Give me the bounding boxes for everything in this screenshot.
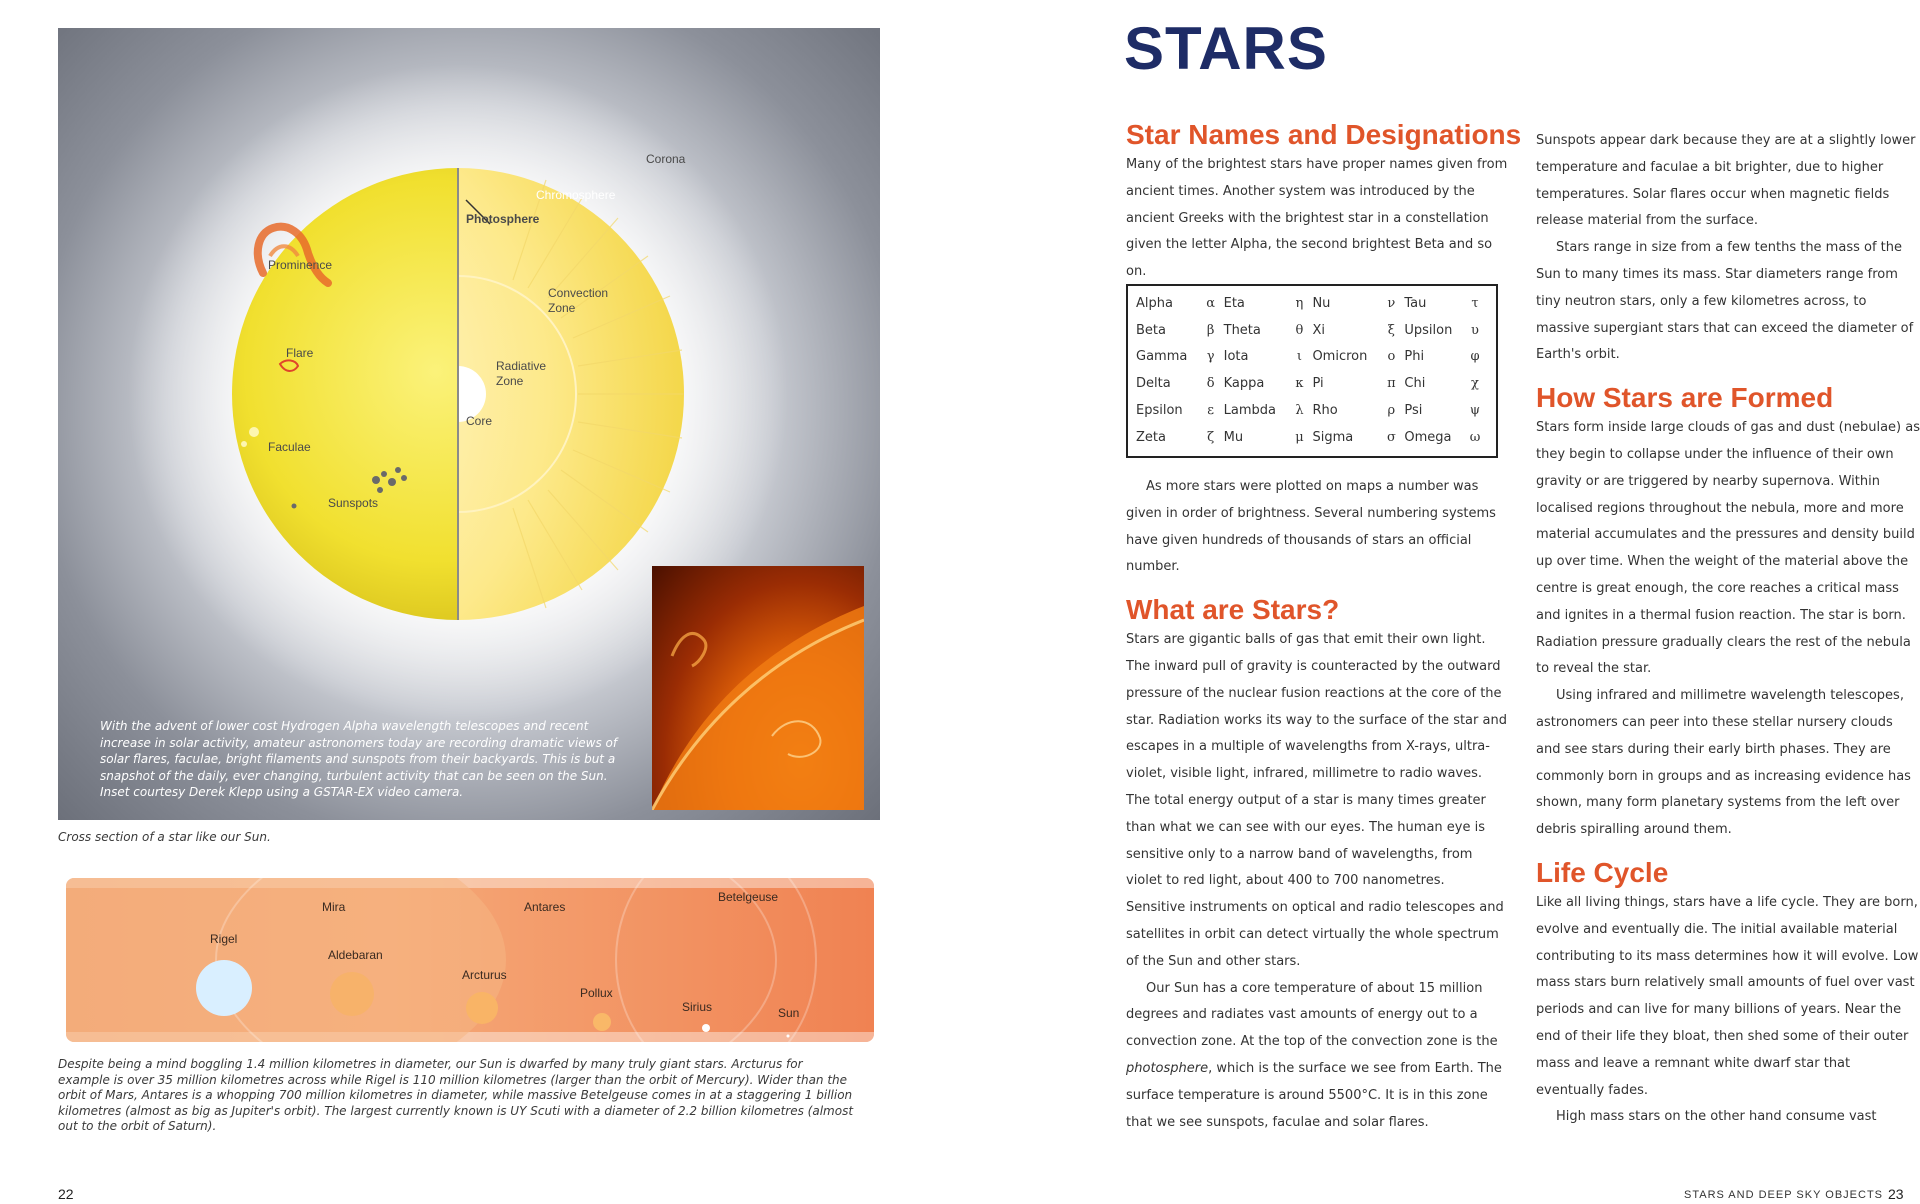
aldebaran-label: Aldebaran: [328, 948, 383, 962]
greek-letter-symbol: ψ: [1469, 403, 1481, 419]
greek-table-row: [1136, 397, 1488, 424]
column-2: [1536, 128, 1920, 1131]
star-size-comparison: [66, 878, 874, 1042]
greek-letter-name: Rho: [1312, 403, 1338, 419]
greek-letter-symbol: ξ: [1387, 322, 1395, 338]
greek-table-row: [1136, 370, 1488, 397]
greek-letter-symbol: σ: [1386, 429, 1396, 445]
greek-letter-symbol: χ: [1471, 376, 1479, 392]
star-range-paragraph: Stars range in size from a few tenths the mass of the Sun to many times its mass. Star diameters range from tiny neutron stars, only a few kilometres across, to massive supergiant stars that can exceed the diameter of Earth's orbit.: [1536, 240, 1914, 363]
greek-letter-symbol: θ: [1295, 322, 1304, 338]
betelgeuse-label: Betelgeuse: [718, 890, 779, 904]
sun-cross-section-figure: [58, 28, 880, 820]
star-names-heading: Star Names and Designations: [1126, 119, 1522, 150]
corona-label: Corona: [646, 152, 686, 166]
greek-letter-name: Beta: [1136, 322, 1166, 338]
greek-alphabet-table: [1126, 284, 1498, 458]
prominence-label: Prominence: [268, 258, 333, 272]
greek-letter-name: Epsilon: [1136, 403, 1183, 419]
greek-letter-name: Sigma: [1312, 429, 1354, 445]
greek-letter-name: Alpha: [1136, 295, 1173, 311]
life-cycle-heading: Life Cycle: [1536, 856, 1669, 888]
greek-letter-symbol: ν: [1387, 295, 1396, 311]
greek-letter-symbol: α: [1206, 295, 1216, 311]
pollux-label: Pollux: [580, 986, 613, 1000]
greek-letter-symbol: ω: [1469, 429, 1481, 445]
greek-letter-symbol: ι: [1296, 349, 1302, 365]
photosphere-emphasis: photosphere: [1126, 1060, 1209, 1076]
greek-letter-symbol: γ: [1206, 349, 1215, 365]
greek-letter-symbol: υ: [1471, 322, 1479, 338]
greek-letter-symbol: τ: [1471, 295, 1479, 311]
sun-label: Sun: [778, 1006, 800, 1020]
greek-letter-name: Upsilon: [1404, 322, 1453, 338]
greek-letter-name: Pi: [1312, 376, 1324, 392]
core-label: Core: [466, 414, 493, 428]
greek-letter-symbol: μ: [1295, 429, 1304, 445]
flare-label: Flare: [286, 346, 314, 360]
life-cycle-paragraph-2: High mass stars on the other hand consume vast: [1556, 1109, 1877, 1125]
radiative-zone-label: Radiative Zone: [496, 359, 547, 388]
figure-overlay-caption: With the advent of lower cost Hydrogen Alpha wavelength telescopes and recent increase in solar activity, amateur astronomers today are recording dramatic views of solar flares, faculae, bright filaments and sunspots from their backyards. This is but a snapshot of the daily, ever changing, turbulent activity that can be seen on the Sun. Inset courtesy Derek Klepp using a GSTAR-EX video camera.: [100, 719, 618, 799]
running-head: STARS AND DEEP SKY OBJECTS: [1684, 1189, 1883, 1201]
what-are-stars-paragraph-1: Stars are gigantic balls of gas that emit their own light. The inward pull of gravity is counteracted by the outward pressure of the nuclear fusion reactions at the core of the star. Radiation works its way to the surface of the star and escapes in a multiple of wavelengths from X-rays, ultra-violet, visible light, infrared, millimetre to radio waves. The total energy output of a star is many times greater than what we can see with our eyes. The human eye is sensitive only to a narrow band of wavelengths, from violet to red light, about 400 to 700 nanometres. Sensitive instruments on optical and radio telescopes and satellites in orbit can detect virtually the whole spectrum of the Sun and other stars.: [1126, 632, 1507, 969]
rigel-label: Rigel: [210, 932, 238, 946]
greek-table-row: [1136, 290, 1488, 317]
greek-letter-name: Theta: [1223, 322, 1261, 338]
sunspots-label: Sunspots: [328, 496, 379, 510]
chromosphere-label: Chromosphere: [536, 188, 616, 202]
greek-letter-symbol: δ: [1206, 376, 1215, 392]
what-are-stars-heading: What are Stars?: [1126, 594, 1340, 626]
sun-figure-caption: Cross section of a star like our Sun.: [58, 830, 271, 844]
hydrogen-alpha-inset-image: [652, 566, 864, 810]
greek-letter-symbol: η: [1295, 295, 1304, 311]
greek-letter-name: Xi: [1312, 322, 1325, 338]
column-1-bottom: [1126, 474, 1508, 1136]
greek-letter-name: Chi: [1404, 376, 1426, 392]
photosphere-label: Photosphere: [466, 212, 540, 226]
sunspots-paragraph: Sunspots appear dark because they are at a slightly lower temperature and faculae a bit brighter, due to higher temperatures. Solar flares occur when magnetic fields release material from the surface.: [1536, 133, 1916, 229]
arcturus-label: Arcturus: [462, 968, 507, 982]
how-stars-formed-paragraph-2: Using infrared and millimetre wavelength telescopes, astronomers can peer into these stellar nursery clouds and see stars during their early birth phases. They are commonly born in groups and as increasing evidence has shown, many form planetary systems from the left over debris spiralling around them.: [1536, 688, 1911, 838]
page-title: STARS: [1124, 15, 1328, 82]
greek-letter-name: Eta: [1223, 295, 1245, 311]
sirius-label: Sirius: [682, 1000, 713, 1014]
how-stars-formed-paragraph-1: Stars form inside large clouds of gas and dust (nebulae) as they begin to collapse under the influence of their own gravity or are triggered by nearby supernova. Within localised regions throughout the nebula, more and more material accumulates and the pressures and density build up over time. When the weight of the material above the centre is great enough, the core reaches a critical mass and ignites in a thermal fusion reaction. The star is born. Radiation pressure gradually clears the rest of the nebula to reveal the star.: [1536, 420, 1920, 677]
greek-letter-name: Delta: [1136, 376, 1171, 392]
column-1-top: [1126, 118, 1522, 286]
right-page-number: 23: [1888, 1186, 1904, 1202]
convection-zone-label: Convection Zone: [548, 286, 609, 315]
greek-letter-name: Mu: [1223, 429, 1244, 445]
greek-letter-name: Lambda: [1223, 403, 1276, 419]
greek-letter-symbol: ρ: [1387, 403, 1396, 419]
greek-letter-name: Phi: [1404, 349, 1425, 365]
greek-letter-symbol: ε: [1207, 403, 1214, 419]
life-cycle-paragraph-1: Like all living things, stars have a life cycle. They are born, evolve and eventually die. The initial available material contributing to its mass determines how it will evolve. Low mass stars burn relatively small amounts of fuel over vast periods and can live for many billions of years. Near the end of their life they bloat, then shed some of their outer mass and leave a remnant white dwarf star that eventually fades.: [1536, 894, 1919, 1098]
star-size-caption: Despite being a mind boggling 1.4 million kilometres in diameter, our Sun is dwarfed by many truly giant stars. Arcturus for example is over 35 million kilometres across while Rigel is 110 million kilometres (larger than the orbit of Mercury). Wider than the orbit of Mars, Antares is a whopping 700 million kilometres in diameter, while massive Betelgeuse comes in at a staggering 1 billion kilometres (almost as big as Jupiter's orbit). The largest currently known is UY Scuti with a diameter of 2.2 billion kilometres (almost out to the orbit of Saturn).: [58, 1057, 854, 1133]
greek-letter-name: Psi: [1404, 403, 1423, 419]
greek-letter-symbol: λ: [1295, 403, 1304, 419]
left-page-number: 22: [58, 1186, 74, 1202]
greek-letter-name: Tau: [1404, 295, 1427, 311]
greek-letter-symbol: β: [1206, 322, 1215, 338]
greek-letter-name: Omega: [1404, 429, 1452, 445]
greek-letter-symbol: φ: [1470, 349, 1480, 365]
greek-table-grid: [1136, 290, 1488, 451]
greek-letter-name: Zeta: [1136, 429, 1166, 445]
greek-letter-symbol: κ: [1295, 376, 1304, 392]
antares-label: Antares: [524, 900, 566, 914]
greek-table-row: [1136, 317, 1488, 344]
greek-letter-symbol: ο: [1387, 349, 1396, 365]
greek-letter-name: Kappa: [1223, 376, 1265, 392]
greek-letter-name: Iota: [1223, 349, 1249, 365]
greek-table-row: [1136, 424, 1488, 451]
greek-letter-name: Nu: [1312, 295, 1331, 311]
greek-letter-symbol: π: [1387, 376, 1396, 392]
faculae-label: Faculae: [268, 440, 311, 454]
greek-letter-name: Omicron: [1312, 349, 1368, 365]
what-are-stars-paragraph-2: Our Sun has a core temperature of about 15 million degrees and radiates vast amounts of energy out to a convection zone. At the top of the convection zone is the photosphere, which is the surface we see from Earth. The surface temperature is around 5500°C. It is in this zone that we see sunspots, faculae and solar flares.: [1126, 980, 1502, 1130]
greek-table-row: [1136, 344, 1488, 371]
greek-letter-name: Gamma: [1136, 349, 1188, 365]
how-stars-formed-heading: How Stars are Formed: [1536, 382, 1834, 414]
mira-label: Mira: [322, 900, 346, 914]
star-names-paragraph-1: Many of the brightest stars have proper names given from ancient times. Another system was introduced by the ancient Greeks with the brightest star in a constellation given the letter Alpha, the second brightest Beta and so on.: [1126, 157, 1508, 280]
greek-letter-symbol: ζ: [1207, 429, 1215, 445]
star-names-paragraph-2: As more stars were plotted on maps a number was given in order of brightness. Several numbering systems have given hundreds of thousands of stars an official number.: [1126, 479, 1496, 575]
